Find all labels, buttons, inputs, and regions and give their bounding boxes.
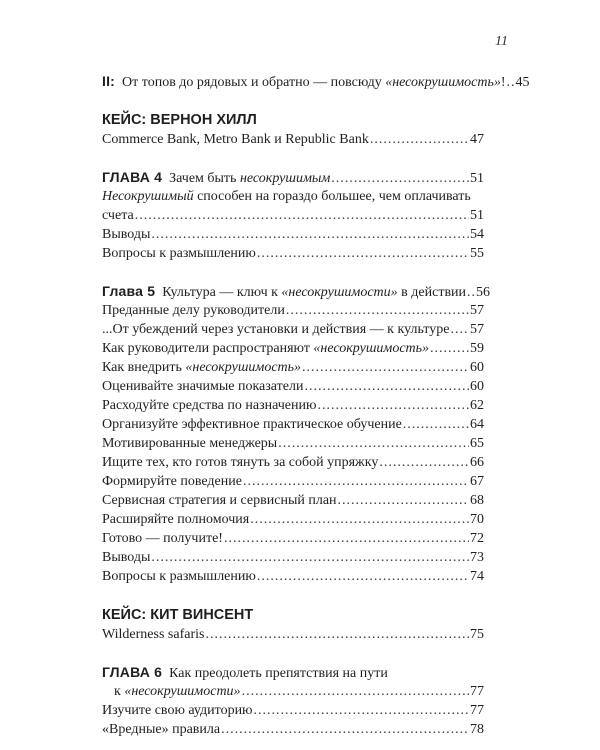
- chapter-4-heading[interactable]: ГЛАВА 4 Зачем быть несокрушимым ..... 51: [102, 168, 484, 187]
- part-title-em: «несокрушимость»: [385, 75, 501, 90]
- page-ref: 59: [470, 341, 484, 356]
- part-label: II:: [102, 73, 116, 89]
- toc-entry[interactable]: Расширяйте полномочия ..... 70: [102, 510, 484, 529]
- page-ref: 45: [515, 75, 530, 90]
- dot-leader: [467, 283, 475, 302]
- page-ref: 64: [470, 417, 484, 432]
- dot-leader: [430, 339, 469, 358]
- page-ref: 66: [470, 455, 484, 470]
- part-title: От топов до рядовых и обратно — повсюду: [122, 75, 386, 90]
- dot-leader: [254, 701, 469, 720]
- chapter-5-heading[interactable]: Глава 5 Культура — ключ к «несокрушимости» в действии ..... 56: [102, 282, 484, 301]
- toc-entry[interactable]: Расходуйте средства по назначению ..... 62: [102, 396, 484, 415]
- toc-entry[interactable]: Преданные делу руководители ..... 57: [102, 301, 484, 320]
- toc-entry[interactable]: ...От убеждений через установки и действия — к культуре ..... 57: [102, 320, 484, 339]
- page-ref: 70: [470, 512, 484, 527]
- page-ref: 78: [470, 722, 484, 737]
- dot-leader: [507, 73, 515, 92]
- page-ref: 55: [470, 246, 484, 261]
- dot-leader: [450, 320, 469, 339]
- dot-leader: [331, 169, 469, 188]
- dot-leader: [243, 472, 469, 491]
- dot-leader: [317, 396, 469, 415]
- toc-entry[interactable]: Как руководители распространяют «несокрушимость» ..... 59: [102, 339, 484, 358]
- page-ref: 57: [470, 322, 484, 337]
- page-ref: 72: [470, 531, 484, 546]
- toc-entry[interactable]: Как внедрить «несокрушимость» ..... 60: [102, 358, 484, 377]
- page-ref: 68: [470, 493, 484, 508]
- toc-entry[interactable]: Выводы ..... 73: [102, 548, 484, 567]
- page-ref: 51: [470, 171, 484, 186]
- dot-leader: [403, 415, 469, 434]
- dot-leader: [224, 529, 469, 548]
- chapter-label: ГЛАВА 6: [102, 664, 163, 680]
- page-ref: 62: [470, 398, 484, 413]
- dot-leader: [286, 301, 469, 320]
- page-ref: 73: [470, 550, 484, 565]
- toc-entry[interactable]: Мотивированные менеджеры ..... 65: [102, 434, 484, 453]
- page-ref: 77: [470, 703, 484, 718]
- chapter-6-heading[interactable]: ГЛАВА 6 Как преодолеть препятствия на пути: [102, 664, 388, 681]
- dot-leader: [257, 567, 469, 586]
- case-heading-vincent: КЕЙС: КИТ ВИНСЕНТ: [102, 607, 254, 623]
- toc-entry[interactable]: «Вредные» правила ..... 78: [102, 720, 484, 739]
- page-number: 11: [495, 34, 508, 49]
- toc-entry[interactable]: Формируйте поведение ..... 67: [102, 472, 484, 491]
- page-ref: 56: [476, 285, 491, 300]
- case-heading-hill: КЕЙС: ВЕРНОН ХИЛЛ: [102, 112, 257, 128]
- toc-entry[interactable]: Готово — получите! ..... 72: [102, 529, 484, 548]
- page-ref: 57: [470, 303, 484, 318]
- toc-entry[interactable]: Wilderness safaris ..... 75: [102, 625, 484, 644]
- dot-leader: [379, 453, 469, 472]
- dot-leader: [257, 244, 469, 263]
- page-ref: 60: [470, 360, 484, 375]
- dot-leader: [338, 491, 469, 510]
- dot-leader: [302, 358, 469, 377]
- dot-leader: [304, 377, 469, 396]
- page-ref: 51: [470, 208, 484, 223]
- table-of-contents: [102, 72, 530, 739]
- dot-leader: [151, 225, 469, 244]
- dot-leader: [242, 682, 469, 701]
- page-ref: 75: [470, 627, 484, 642]
- toc-entry[interactable]: Commerce Bank, Metro Bank и Republic Bank ..... 47: [102, 130, 484, 149]
- page-ref: 60: [470, 379, 484, 394]
- toc-entry[interactable]: Вопросы к размышлению ..... 55: [102, 244, 484, 263]
- chapter-label: ГЛАВА 4: [102, 169, 163, 185]
- toc-entry[interactable]: Оценивайте значимые показатели ..... 60: [102, 377, 484, 396]
- toc-entry-part-2[interactable]: II: От топов до рядовых и обратно — повсюду «несокрушимость»! ..... 45: [102, 72, 484, 91]
- dot-leader: [278, 434, 469, 453]
- toc-entry[interactable]: Выводы ..... 54: [102, 225, 484, 244]
- chapter-6-heading-line2[interactable]: к «несокрушимости» ..... 77: [102, 682, 484, 701]
- toc-entry[interactable]: счета ..... 51: [102, 206, 484, 225]
- dot-leader: [151, 548, 469, 567]
- chapter-label: Глава 5: [102, 283, 156, 299]
- page-ref: 74: [470, 569, 484, 584]
- toc-entry[interactable]: Вопросы к размышлению ..... 74: [102, 567, 484, 586]
- page-ref: 77: [470, 684, 484, 699]
- toc-entry[interactable]: Изучите свою аудиторию ..... 77: [102, 701, 484, 720]
- toc-entry-line1[interactable]: Несокрушимый способен на гораздо большее, чем оплачивать: [102, 189, 471, 204]
- page-ref: 65: [470, 436, 484, 451]
- dot-leader: [370, 130, 469, 149]
- toc-entry[interactable]: Ищите тех, кто готов тянуть за собой упряжку ..... 66: [102, 453, 484, 472]
- toc-entry[interactable]: Сервисная стратегия и сервисный план ..... 68: [102, 491, 484, 510]
- page-ref: 47: [470, 132, 484, 147]
- dot-leader: [135, 206, 469, 225]
- dot-leader: [205, 625, 469, 644]
- dot-leader: [221, 720, 469, 739]
- toc-entry[interactable]: Организуйте эффективное практическое обучение ..... 64: [102, 415, 484, 434]
- page-ref: 67: [470, 474, 484, 489]
- page-ref: 54: [470, 227, 484, 242]
- dot-leader: [250, 510, 469, 529]
